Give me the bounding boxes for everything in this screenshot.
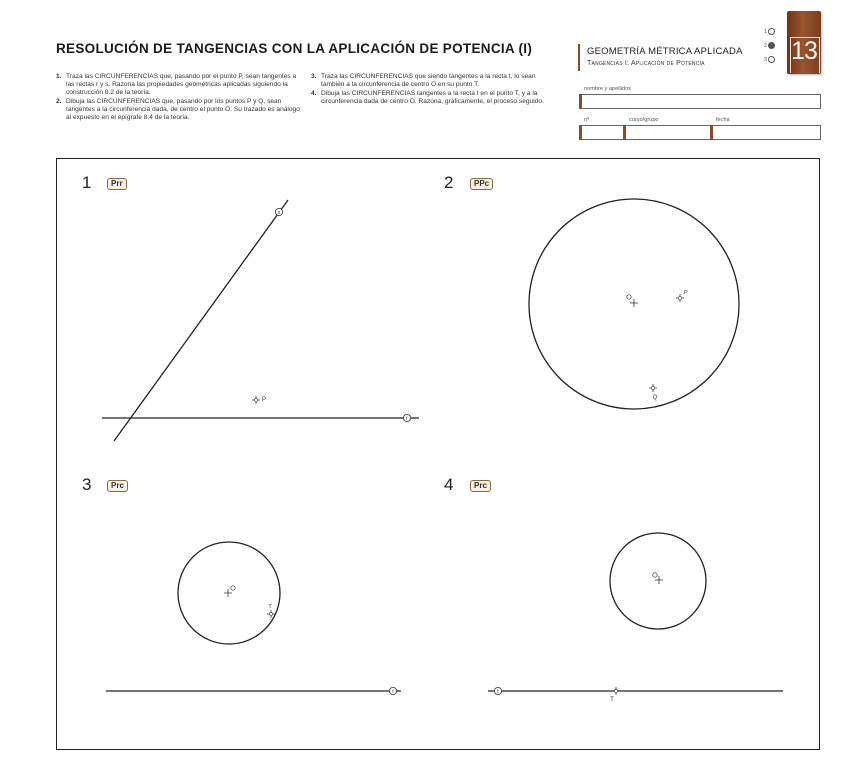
level-label: 2 — [764, 42, 768, 49]
given-circle — [610, 533, 706, 629]
instruction-number: 4. — [311, 90, 317, 98]
exercise-2-figure — [529, 199, 739, 409]
line-r-label: r — [406, 416, 408, 422]
center-o-label — [653, 573, 657, 577]
exercise-3-tag: Prc — [107, 480, 128, 492]
group-field-label: curso/grupo — [629, 117, 659, 123]
level-label: 3 — [764, 56, 768, 63]
center-o-marker — [630, 299, 638, 307]
line-s-label: s — [277, 210, 281, 216]
exercise-4-number: 4 — [444, 475, 454, 494]
instruction-text: Dibuja las CIRCUNFERENCIAS tangentes a la recta t en el punto T, y a la circunferencia dada de centro O. Razona, gráficamente, el proceso seguido. — [321, 90, 544, 106]
instruction-text: Traza las CIRCUNFERENCIAS que siendo tangentes a la recta t, lo sean también a la circunferencia de centro O en su punto T. — [321, 73, 536, 89]
center-o-label — [627, 295, 631, 299]
topic-subtitle: Tangencias I: Aplicación de Potencia — [587, 60, 705, 67]
instruction-number: 1. — [56, 73, 62, 80]
exercise-2-number: 2 — [444, 173, 454, 192]
exercise-2-tag: PPc — [470, 178, 493, 190]
page-title: RESOLUCIÓN DE TANGENCIAS CON LA APLICACIÓN DE POTENCIA (I) — [56, 41, 533, 56]
point-t-dot — [614, 689, 617, 692]
line-t-label: t — [497, 689, 499, 695]
point-p-label: P — [684, 290, 688, 296]
name-field-label: nombre y apellidos — [584, 86, 631, 92]
exercise-4-figure — [488, 533, 783, 703]
date-field-label: fecha — [716, 117, 730, 123]
line-s — [114, 200, 288, 441]
instruction-number: 3. — [311, 73, 317, 80]
line-t-label: t — [392, 689, 394, 695]
exercise-1-figure — [102, 200, 419, 441]
point-t-label: T — [610, 697, 614, 703]
exercise-4-tag: Prc — [470, 480, 491, 492]
exercise-1-tag: Prr — [107, 178, 127, 190]
point-p-dot — [254, 398, 257, 401]
point-t-dot — [269, 612, 272, 615]
point-p-dot — [678, 296, 681, 299]
center-o-marker — [224, 589, 232, 597]
center-o-label — [231, 586, 235, 590]
point-t-label: T — [268, 604, 272, 610]
instruction-text: Traza las CIRCUNFERENCIAS que, pasando por el punto P, sean tangentes a las rectas r y s. Razona las propiedades geométricas aplicadas siguiendo la construcción 8.2 de la teoría. — [66, 73, 297, 97]
instruction-text: Dibuja las CIRCUNFERENCIAS que, pasando por los puntos P y Q, sean tangentes a la circunferencia dada, de centro el punto O. Su trazado es análogo al expuesto en el epígrafe 8.4 de la teoría. — [66, 98, 300, 122]
point-q-label: Q — [652, 395, 658, 401]
level-label: 1 — [764, 28, 768, 35]
exercise-1-number: 1 — [82, 173, 92, 192]
subject-title: GEOMETRÍA MÉTRICA APLICADA — [587, 46, 743, 57]
exercise-3-number: 3 — [82, 475, 92, 494]
exercise-3-figure — [106, 542, 401, 695]
sheet-number: 13 — [791, 37, 817, 65]
point-p-label: P — [262, 397, 267, 403]
number-field-label: nº — [584, 117, 590, 123]
instruction-number: 2. — [56, 98, 62, 106]
point-q-dot — [651, 386, 654, 389]
